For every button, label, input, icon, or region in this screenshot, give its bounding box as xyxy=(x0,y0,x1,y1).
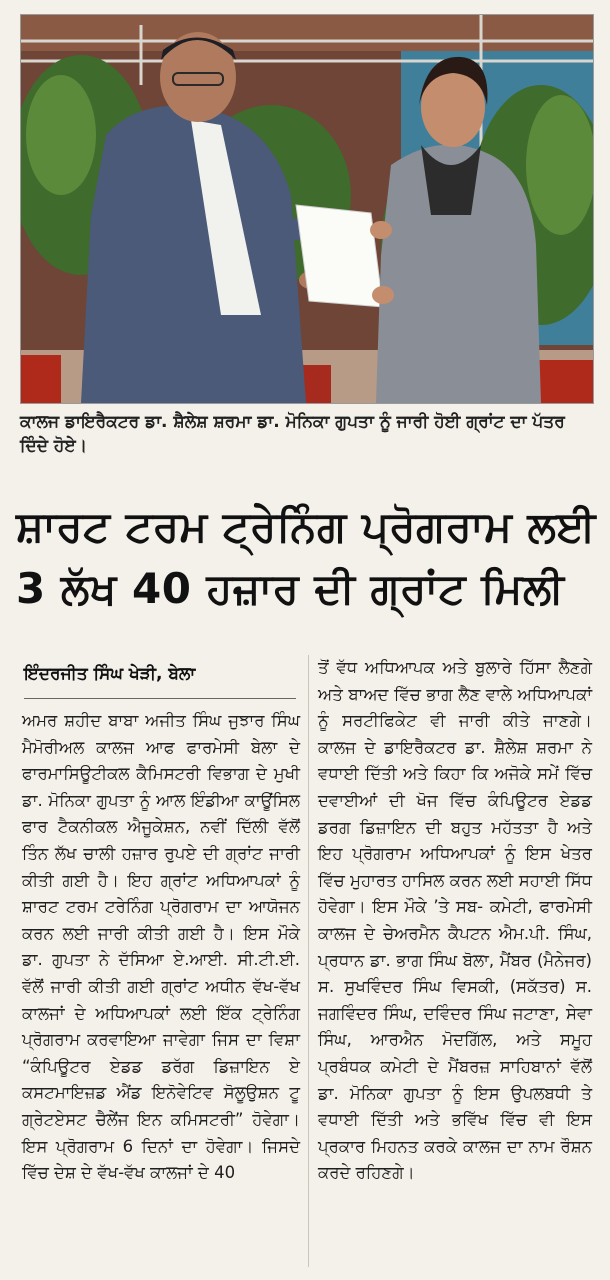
grant-letter xyxy=(296,205,383,307)
news-photo xyxy=(20,14,594,404)
byline: ਇੰਦਰਜੀਤ ਸਿੰਘ ਖੇੜੀ, ਬੇਲਾ xyxy=(24,664,296,699)
planter-left xyxy=(21,355,61,403)
article-column-right: ਤੋਂ ਵੱਧ ਅਧਿਆਪਕ ਅਤੇ ਬੁਲਾਰੇ ਹਿੱਸਾ ਲੈਣਗੇ ਅਤੇ ਬਾਅਦ ਵਿੱਚ ਭਾਗ ਲੈਣ ਵਾਲੇ ਅਧਿਆਪਕਾਂ ਨੂੰ ਸਰਟੀਫਿਕੇਟ ਵੀ ਜਾਰੀ ਕੀਤੇ ਜਾਣਗੇ। ਕਾਲਜ ਦੇ ਡਾਇਰੈਕਟਰ ਡਾ. ਸ਼ੈਲੇਸ਼ ਸ਼ਰਮਾ ਨੇ ਵਧਾਈ ਦਿੱਤੀ ਅਤੇ ਕਿਹਾ ਕਿ ਅਜੋਕੇ ਸਮੇਂ ਵਿੱਚ ਦਵਾਈਆਂ ਦੀ ਖੋਜ ਵਿੱਚ ਕੰਪਿਊਟਰ ਏਡਡ ਡਰਗ ਡਿਜ਼ਾਇਨ ਦੀ ਬਹੁਤ ਮਹੱਤਤਾ ਹੈ ਅਤੇ ਇਹ ਪ੍ਰੋਗਰਾਮ ਅਧਿਆਪਕਾਂ ਨੂੰ ਇਸ ਖੇਤਰ ਵਿੱਚ ਮੁਹਾਰਤ ਹਾਸਿਲ ਕਰਨ ਲਈ ਸਹਾਈ ਸਿੱਧ ਹੋਵੇਗਾ। ਇਸ ਮੌਕੇ ’ਤੇ ਸਬ- ਕਮੇਟੀ, ਫਾਰਮੇਸੀ ਕਾਲਜ ਦੇ ਚੇਅਰਮੈਨ ਕੈਪਟਨ ਐਮ.ਪੀ. ਸਿੰਘ, ਪ੍ਰਧਾਨ ਡਾ. ਭਾਗ ਸਿੰਘ ਬੋਲਾ, ਮੈਂਬਰ (ਮੈਨੇਜਰ) ਸ. ਸੁਖਵਿੰਦਰ ਸਿੰਘ ਵਿਸਕੀ, (ਸਕੱਤਰ) ਸ. ਜਗਵਿੰਦਰ ਸਿੰਘ, ਦਵਿੰਦਰ ਸਿੰਘ ਜਟਾਣਾ, ਸੇਵਾ ਸਿੰਘ, ਆਰਐਨ ਮੋਦਗਿੱਲ, ਅਤੇ ਸਮੂਹ ਪ੍ਰਬੰਧਕ ਕਮੇਟੀ ਦੇ ਮੈਂਬਰਜ਼ ਸਾਹਿਬਾਨਾਂ ਵੱਲੋਂ ਡਾ. ਮੋਨਿਕਾ ਗੁਪਤਾ ਨੂੰ ਇਸ ਉਪਲਬਧੀ ਤੇ ਵਧਾਈ ਦਿੱਤੀ ਅਤੇ ਭਵਿੱਖ ਵਿੱਚ ਵੀ ਇਸ ਪ੍ਰਕਾਰ ਮਿਹਨਤ ਕਰਕੇ ਕਾਲਜ ਦਾ ਨਾਮ ਰੌਸ਼ਨ ਕਰਦੇ ਰਹਿਣਗੇ। xyxy=(318,658,592,1183)
headline xyxy=(16,496,596,620)
photo-caption: ਕਾਲਜ ਡਾਇਰੈਕਟਰ ਡਾ. ਸ਼ੈਲੇਸ਼ ਸ਼ਰਮਾ ਡਾ. ਮੋਨਿਕਾ ਗੁਪਤਾ ਨੂੰ ਜਾਰੀ ਹੋਈ ਗ੍ਰਾਂਟ ਦਾ ਪੱਤਰ ਦਿੰਦੇ ਹੋਏ। xyxy=(20,412,565,456)
headline-line-1: ਸ਼ਾਰਟ ਟਰਮ ਟ੍ਰੇਨਿੰਗ ਪ੍ਰੋਗਰਾਮ ਲਈ xyxy=(16,502,596,551)
article-column-left: ਅਮਰ ਸ਼ਹੀਦ ਬਾਬਾ ਅਜੀਤ ਸਿੰਘ ਜੁਝਾਰ ਸਿੰਘ ਮੈਮੋਰੀਅਲ ਕਾਲਜ ਆਫ ਫਾਰਮੇਸੀ ਬੇਲਾ ਦੇ ਫਾਰਮਾਸਿਊਟੀਕਲ ਕੈਮਿਸਟਰੀ ਵਿਭਾਗ ਦੇ ਮੁਖੀ ਡਾ. ਮੋਨਿਕਾ ਗੁਪਤਾ ਨੂੰ ਆਲ ਇੰਡੀਆ ਕਾਊਂਸਿਲ ਫਾਰ ਟੈਕਨੀਕਲ ਐਜੂਕੇਸ਼ਨ, ਨਵੀਂ ਦਿੱਲੀ ਵੱਲੋਂ ਤਿੰਨ ਲੱਖ ਚਾਲੀ ਹਜ਼ਾਰ ਰੁਪਏ ਦੀ ਗ੍ਰਾਂਟ ਜਾਰੀ ਕੀਤੀ ਗਈ ਹੈ। ਇਹ ਗ੍ਰਾਂਟ ਅਧਿਆਪਕਾਂ ਨੂੰ ਸ਼ਾਰਟ ਟਰਮ ਟਰੇਨਿੰਗ ਪ੍ਰੋਗਰਾਮ ਦਾ ਆਯੋਜਨ ਕਰਨ ਲਈ ਜਾਰੀ ਕੀਤੀ ਗਈ ਹੈ। ਇਸ ਮੌਕੇ ਡਾ. ਗੁਪਤਾ ਨੇ ਦੱਸਿਆ ਏ.ਆਈ. ਸੀ.ਟੀ.ਈ. ਵੱਲੋਂ ਜਾਰੀ ਕੀਤੀ ਗਈ ਗ੍ਰਾਂਟ ਅਧੀਨ ਵੱਖ-ਵੱਖ ਕਾਲਜਾਂ ਦੇ ਅਧਿਆਪਕਾਂ ਲਈ ਇੱਕ ਟ੍ਰੇਨਿੰਗ ਪ੍ਰੋਗਰਾਮ ਕਰਵਾਇਆ ਜਾਵੇਗਾ ਜਿਸ ਦਾ ਵਿਸ਼ਾ “ਕੰਪਿਊਟਰ ਏਡਡ ਡਰੱਗ ਡਿਜ਼ਾਇਨ ਏ ਕਸਟਮਾਇਜ਼ਡ ਐਂਡ ਇਨੋਵੇਟਿਵ ਸੋਲੂਉਸ਼ਨ ਟੂ ਗ੍ਰੇਟਏਸਟ ਚੈਲੇਂਜ ਇਨ ਕਮਿਸਟਰੀ” ਹੋਵੇਗਾ। ਇਸ ਪ੍ਰੋਗਰਾਮ 6 ਦਿਨਾਂ ਦਾ ਹੋਵੇਗਾ। ਜਿਸਦੇ ਵਿੱਚ ਦੇਸ਼ ਦੇ ਵੱਖ-ਵੱਖ ਕਾਲਜਾਂ ਦੇ 40 xyxy=(22,711,300,1183)
column-divider xyxy=(308,655,309,1267)
photo-illustration xyxy=(21,15,593,403)
headline-line-2: 3 ਲੱਖ 40 ਹਜ਼ਾਰ ਦੀ ਗ੍ਰਾਂਟ ਮਿਲੀ xyxy=(16,564,565,613)
upper-wall xyxy=(21,15,593,51)
